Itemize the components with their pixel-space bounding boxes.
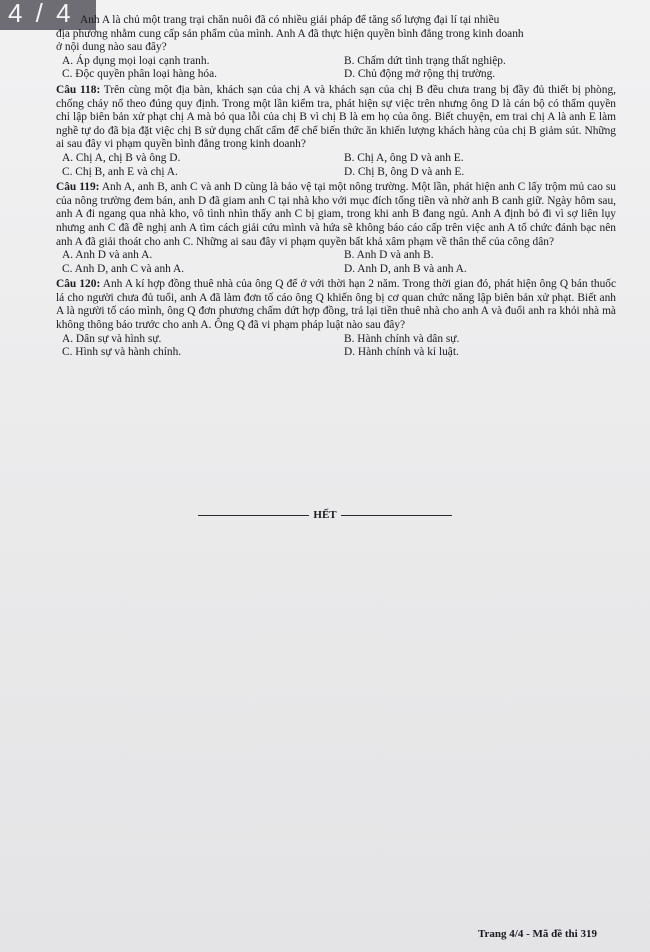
question-118 <box>56 84 616 179</box>
q119-option-b: B. Anh D và anh B. <box>344 249 434 262</box>
q119-label: Câu 119: <box>56 181 100 194</box>
q120-options <box>56 333 616 360</box>
q118-option-c: C. Chị B, anh E và chị A. <box>62 165 178 178</box>
q119-stem <box>56 181 616 249</box>
q118-text: Trên cùng một địa bàn, khách sạn của chị A và khách sạn của chị B đều chưa trang bị đầy đủ thiết bị phòng, chống cháy nổ theo đúng quy định. Trong một lần kiểm tra, phát hiện sự việc trên nhưng ông D là cán bộ có thẩm quyền chỉ lập biên bản xử phạt chị A mà bỏ qua lỗi của chị B vì chị B là em họ của ông. Biết chuyện, em trai chị A là anh E làm nghề tự do đã bịa đặt việc chị B sử dụng chất cấm để chế biến thức ăn khiến lượng khách hàng của chị B giảm sút. Những ai sau đây vi phạm quyền bình đẳng trong kinh doanh? <box>56 83 616 151</box>
q118-options <box>56 152 616 179</box>
page-footer: Trang 4/4 - Mã đề thi 319 <box>478 928 597 940</box>
q117-line-3: ở nội dung nào sau đây? <box>56 41 167 54</box>
q118-option-a: A. Chị A, chị B và ông D. <box>62 151 181 164</box>
end-marker <box>198 509 452 521</box>
q118-label: Câu 118: <box>56 83 101 96</box>
q117-option-b: B. Chấm dứt tình trạng thất nghiệp. <box>344 54 506 67</box>
end-rule-left <box>198 515 309 516</box>
q117-option-c: C. Độc quyền phân loại hàng hóa. <box>62 68 218 81</box>
q119-option-a: A. Anh D và anh A. <box>62 249 153 262</box>
q120-text: Anh A kí hợp đồng thuê nhà của ông Q để ở với thời hạn 2 năm. Trong thời gian đó, phát hiện ông Q bán thuốc lá cho người chưa đủ tuổi, anh A đã làm đơn tố cáo ông Q khiến ông bị cơ quan chức năng lập biên bản xử phạt. Biết anh A là người tố cáo mình, ông Q đơn phương chấm dứt hợp đồng, trả lại tiền thuê nhà cho anh A và đuổi anh ra khỏi nhà mà không thông báo trước cho anh A. Ông Q đã vi phạm pháp luật nào sau đây? <box>56 278 617 332</box>
q118-option-b: B. Chị A, ông D và anh E. <box>344 151 464 164</box>
q119-option-d: D. Anh D, anh B và anh A. <box>344 262 467 275</box>
q120-stem <box>56 278 616 332</box>
end-text: HẾT <box>313 509 337 521</box>
q117-option-a: A. Áp dụng mọi loại cạnh tranh. <box>62 54 210 67</box>
exam-content <box>56 14 616 360</box>
page-number-badge: 4 / 4 <box>0 0 96 30</box>
q119-option-c: C. Anh D, anh C và anh A. <box>62 262 185 275</box>
q120-label: Câu 120: <box>56 278 101 291</box>
q118-stem <box>56 84 616 152</box>
q118-option-d: D. Chị B, ông D và anh E. <box>344 165 465 178</box>
q119-options <box>56 249 616 276</box>
q117-options <box>56 55 616 82</box>
end-rule-right <box>341 515 452 516</box>
q117-option-d: D. Chủ động mở rộng thị trường. <box>344 68 496 81</box>
question-120 <box>56 278 616 360</box>
q120-option-a: A. Dân sự và hình sự. <box>62 332 162 345</box>
q120-option-d: D. Hành chính và kỉ luật. <box>344 346 459 359</box>
question-119 <box>56 181 616 276</box>
q120-option-b: B. Hành chính và dân sự. <box>344 332 460 345</box>
q120-option-c: C. Hình sự và hành chính. <box>62 346 182 359</box>
q119-text: Anh A, anh B, anh C và anh D cùng là bảo vệ tại một nông trường. Một lần, phát hiện anh C lấy trộm mủ cao su của nông trường đem bán, anh D đã giam anh C tại nhà kho với mục đích tống tiền và nhờ anh B canh giữ. Ngày hôm sau, anh A đi ngang qua nhà kho, vô tình nhìn thấy anh C bị giam, trong khi anh B đang ngủ. Anh A định bỏ đi vì sợ liên lụy nhưng anh C đã đề nghị anh A tìm cách giải cứu mình và hứa sẽ không báo cáo cấp trên việc anh A tổ chức đánh bạc nên anh A đã giải thoát cho anh C. Những ai sau đây vi phạm quyền bất khả xâm phạm về thân thể của công dân? <box>56 181 616 248</box>
question-117 <box>56 14 616 82</box>
q117-line-2: địa phương nhằm cung cấp sản phẩm của mình. Anh A đã thực hiện quyền bình đẳng trong kinh doanh <box>56 27 524 40</box>
q117-line-1: Anh A là chủ một trang trại chăn nuôi đã có nhiều giải pháp để tăng số lượng đại lí tại nhiều <box>80 14 500 26</box>
